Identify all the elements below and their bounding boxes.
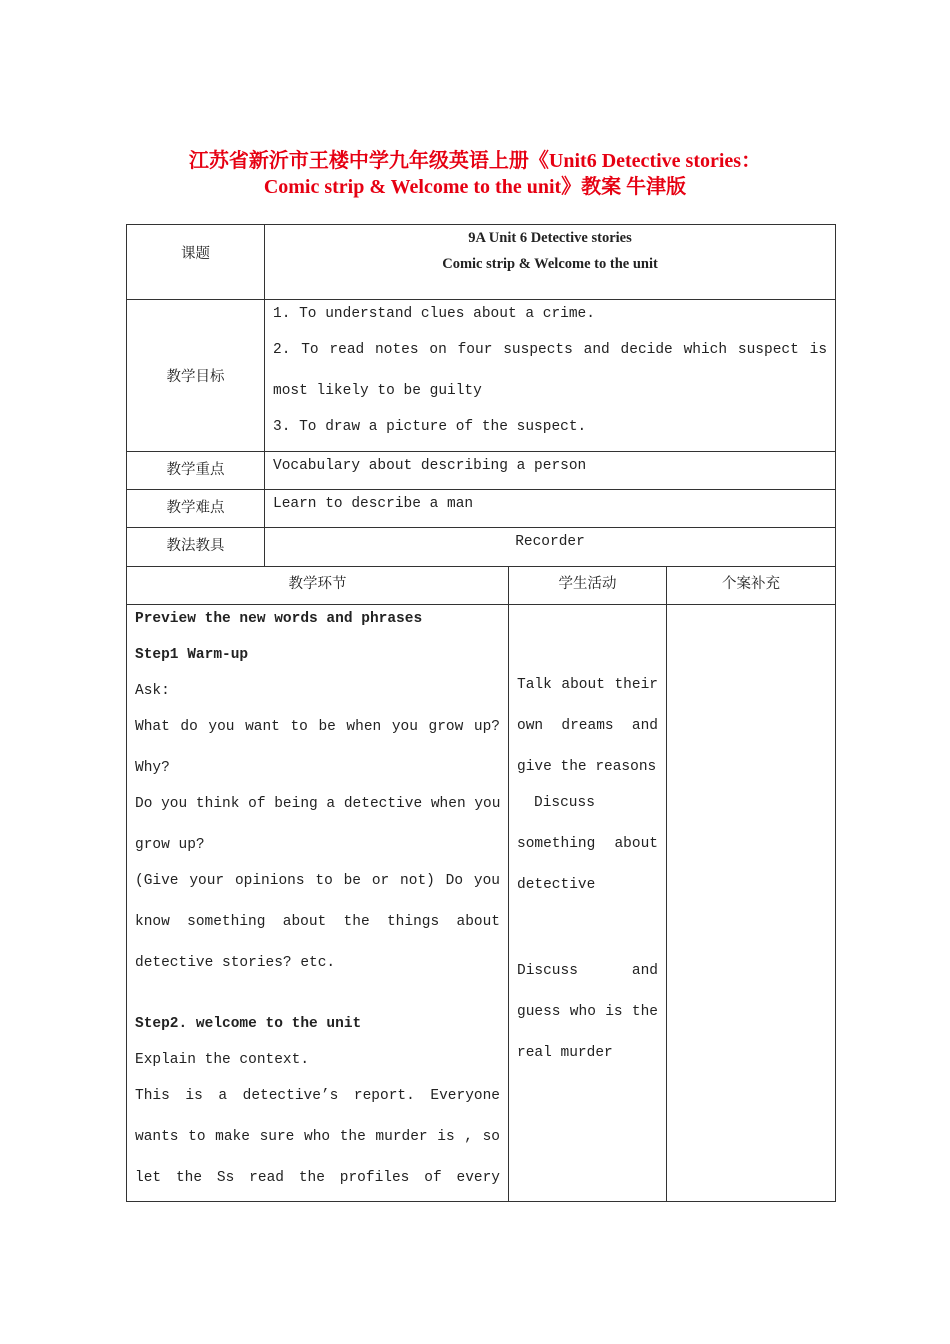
title-line-2: Comic strip & Welcome to the unit》教案 牛津版 (263, 176, 687, 198)
preview-heading: Preview the new words and phrases (135, 611, 423, 627)
student-line-2: own dreams and (517, 718, 658, 734)
difficult-row (127, 490, 836, 528)
question-3a: (Give your opinions to be or not) Do you (135, 873, 500, 889)
question-2a: Do you think of being a detective when you (135, 796, 501, 812)
student-line-3: give the reasons (517, 759, 657, 775)
student-cell (509, 605, 667, 1202)
student-line-5: something about (517, 836, 658, 852)
topic-line-2: Comic strip & Welcome to the unit (442, 256, 658, 272)
content-row (127, 605, 836, 1202)
goal-2b: most likely to be guilty (273, 383, 482, 399)
student-line-1: Talk about their (517, 677, 658, 693)
key-row (127, 452, 836, 490)
student-line-4: Discuss (534, 795, 595, 811)
difficult-value: Learn to describe a man (265, 490, 836, 528)
question-1b: Why? (135, 760, 170, 776)
question-3c: detective stories? etc. (135, 955, 336, 971)
goal-2a: 2. To read notes on four suspects and decide which suspect is (273, 342, 828, 358)
step1-heading: Step1 Warm-up (135, 647, 249, 663)
key-value: Vocabulary about describing a person (265, 452, 836, 490)
difficult-label: 教学难点 (127, 490, 265, 528)
student-line-8: guess who is the (517, 1004, 658, 1020)
header-notes: 个案补充 (667, 567, 836, 605)
goals-label: 教学目标 (127, 300, 265, 452)
step2-heading: Step2. welcome to the unit (135, 1016, 362, 1032)
steps-cell (127, 605, 509, 1202)
topic-label: 课题 (127, 225, 265, 300)
student-line-6: detective (517, 877, 596, 893)
key-label: 教学重点 (127, 452, 265, 490)
question-1a: What do you want to be when you grow up? (135, 719, 500, 735)
question-2b: grow up? (135, 837, 205, 853)
student-line-7: Discuss and (517, 963, 658, 979)
topic-line-1: 9A Unit 6 Detective stories (468, 230, 632, 246)
title-line-1: 江苏省新沂市王楼中学九年级英语上册《Unit6 Detective stories： (188, 150, 762, 172)
tools-row (127, 528, 836, 567)
question-3b: know something about the things about (135, 914, 500, 930)
explain-line: Explain the context. (135, 1052, 310, 1068)
topic-value (265, 225, 836, 300)
paragraph-line-1: This is a detective’s report. Everyone (135, 1088, 500, 1104)
paragraph-line-2: wants to make sure who the murder is , so (135, 1129, 500, 1145)
notes-cell (667, 605, 836, 1202)
tools-value: Recorder (265, 528, 836, 567)
header-steps: 教学环节 (127, 567, 509, 605)
column-header-row (127, 567, 836, 605)
tools-label: 教法教具 (127, 528, 265, 567)
ask-label: Ask: (135, 683, 170, 699)
student-line-9: real murder (517, 1045, 613, 1061)
goals-value (265, 300, 836, 452)
document-title (0, 148, 950, 200)
lesson-plan-table (126, 224, 836, 1202)
goal-3: 3. To draw a picture of the suspect. (273, 419, 587, 435)
paragraph-line-3: let the Ss read the profiles of every (135, 1170, 500, 1186)
topic-row (127, 225, 836, 300)
goals-row (127, 300, 836, 452)
header-student: 学生活动 (509, 567, 667, 605)
goal-1: 1. To understand clues about a crime. (273, 306, 595, 322)
